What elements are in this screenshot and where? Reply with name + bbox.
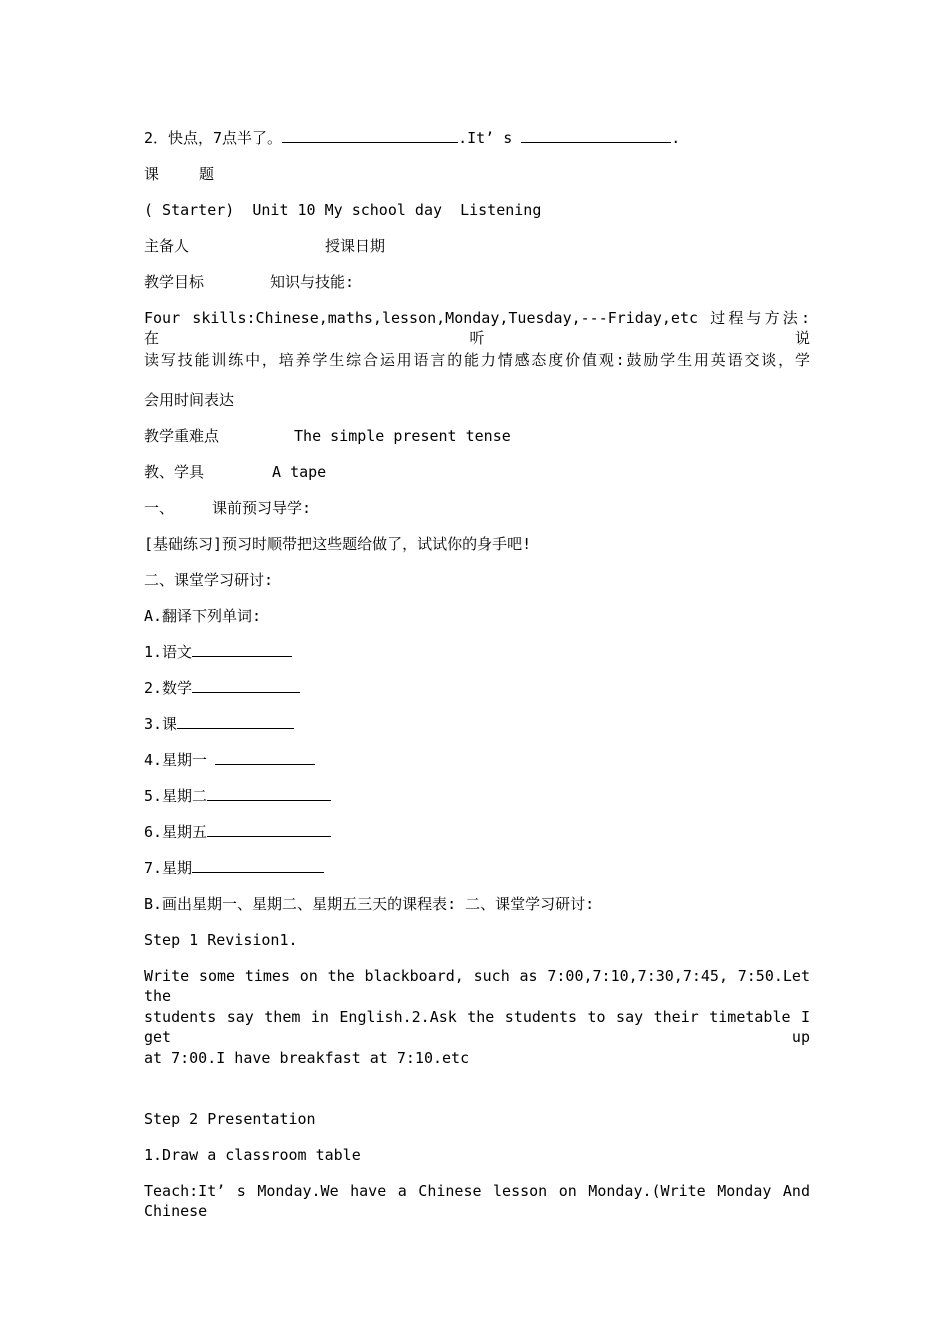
answer-blank[interactable] bbox=[282, 128, 458, 143]
key-points-value: The simple present tense bbox=[294, 427, 511, 445]
word-prompt: 5.星期二 bbox=[144, 787, 208, 805]
answer-blank[interactable] bbox=[215, 750, 315, 765]
word-item bbox=[144, 714, 810, 734]
answer-blank[interactable] bbox=[207, 822, 331, 837]
aids-value: A tape bbox=[272, 463, 327, 481]
objectives-line-3: 会用时间表达 bbox=[144, 391, 235, 409]
question-2 bbox=[144, 128, 810, 148]
objectives-line-1: Four skills:Chinese,maths,lesson,Monday,Tuesday,---Friday,etc 过程与方法: 在听说 bbox=[144, 309, 810, 347]
step-1-line-2: students say them in English.2.Ask the students to say their timetable I get up bbox=[144, 1008, 810, 1046]
question-2-suffix: . bbox=[671, 129, 681, 147]
word-item bbox=[144, 678, 810, 698]
objectives-label: 教学目标 bbox=[144, 273, 205, 291]
step-1-line-1: Write some times on the blackboard, such as 7:00,7:10,7:30,7:45, 7:50.Let the bbox=[144, 967, 810, 1005]
topic-label-2: 题 bbox=[199, 165, 215, 183]
question-2-prefix: 2．快点，7点半了。 bbox=[144, 129, 283, 147]
word-prompt: 6.星期五 bbox=[144, 823, 208, 841]
answer-blank[interactable] bbox=[192, 858, 324, 873]
topic-label-1: 课 bbox=[144, 165, 160, 183]
section-1-title: 课前预习导学: bbox=[212, 499, 312, 517]
objectives-row bbox=[144, 272, 810, 292]
objectives-line-2: 读写技能训练中，培养学生综合运用语言的能力情感态度价值观:鼓励学生用英语交谈，学 bbox=[144, 351, 810, 369]
question-2-mid: .It’ s bbox=[458, 129, 513, 147]
word-item bbox=[144, 642, 810, 662]
word-item bbox=[144, 786, 810, 806]
word-prompt: 2.数学 bbox=[144, 679, 193, 697]
section-1-number: 一、 bbox=[144, 499, 175, 517]
preparer-label: 主备人 bbox=[144, 237, 190, 255]
answer-blank[interactable] bbox=[177, 714, 294, 729]
word-item bbox=[144, 822, 810, 842]
answer-blank[interactable] bbox=[192, 678, 300, 693]
objectives-sub: 知识与技能: bbox=[270, 273, 355, 291]
part-b-heading: B.画出星期一、星期二、星期五三天的课程表: 二、课堂学习研讨: bbox=[144, 895, 595, 913]
step-2-item-1: 1.Draw a classroom table bbox=[144, 1146, 361, 1164]
section-1-heading bbox=[144, 498, 810, 518]
word-prompt: 4.星期一 bbox=[144, 751, 208, 769]
word-prompt: 3.课 bbox=[144, 715, 178, 733]
answer-blank[interactable] bbox=[192, 642, 292, 657]
lesson-date-label: 授课日期 bbox=[325, 237, 386, 255]
step-1-title: Step 1 Revision1. bbox=[144, 931, 298, 949]
aids-row bbox=[144, 462, 810, 482]
word-prompt: 7.星期 bbox=[144, 859, 193, 877]
answer-blank[interactable] bbox=[207, 786, 331, 801]
topic-label-row bbox=[144, 164, 810, 184]
part-a-heading: A.翻译下列单词: bbox=[144, 607, 262, 625]
answer-blank[interactable] bbox=[521, 128, 671, 143]
key-points-row bbox=[144, 426, 810, 446]
section-2-heading: 二、课堂学习研讨: bbox=[144, 571, 274, 589]
word-item bbox=[144, 858, 810, 878]
step-1-line-3: at 7:00.I have breakfast at 7:10.etc bbox=[144, 1049, 470, 1067]
aids-label: 教、学具 bbox=[144, 463, 205, 481]
basic-practice: [基础练习]预习时顺带把这些题给做了，试试你的身手吧! bbox=[144, 535, 532, 553]
lesson-title: ( Starter) Unit 10 My school day Listening bbox=[144, 201, 542, 219]
step-2-title: Step 2 Presentation bbox=[144, 1110, 316, 1128]
preparer-row bbox=[144, 236, 810, 256]
key-points-label: 教学重难点 bbox=[144, 427, 220, 445]
step-2-teach: Teach:It’ s Monday.We have a Chinese lesson on Monday.(Write Monday And Chinese bbox=[144, 1182, 810, 1220]
word-item bbox=[144, 750, 810, 770]
word-prompt: 1.语文 bbox=[144, 643, 193, 661]
